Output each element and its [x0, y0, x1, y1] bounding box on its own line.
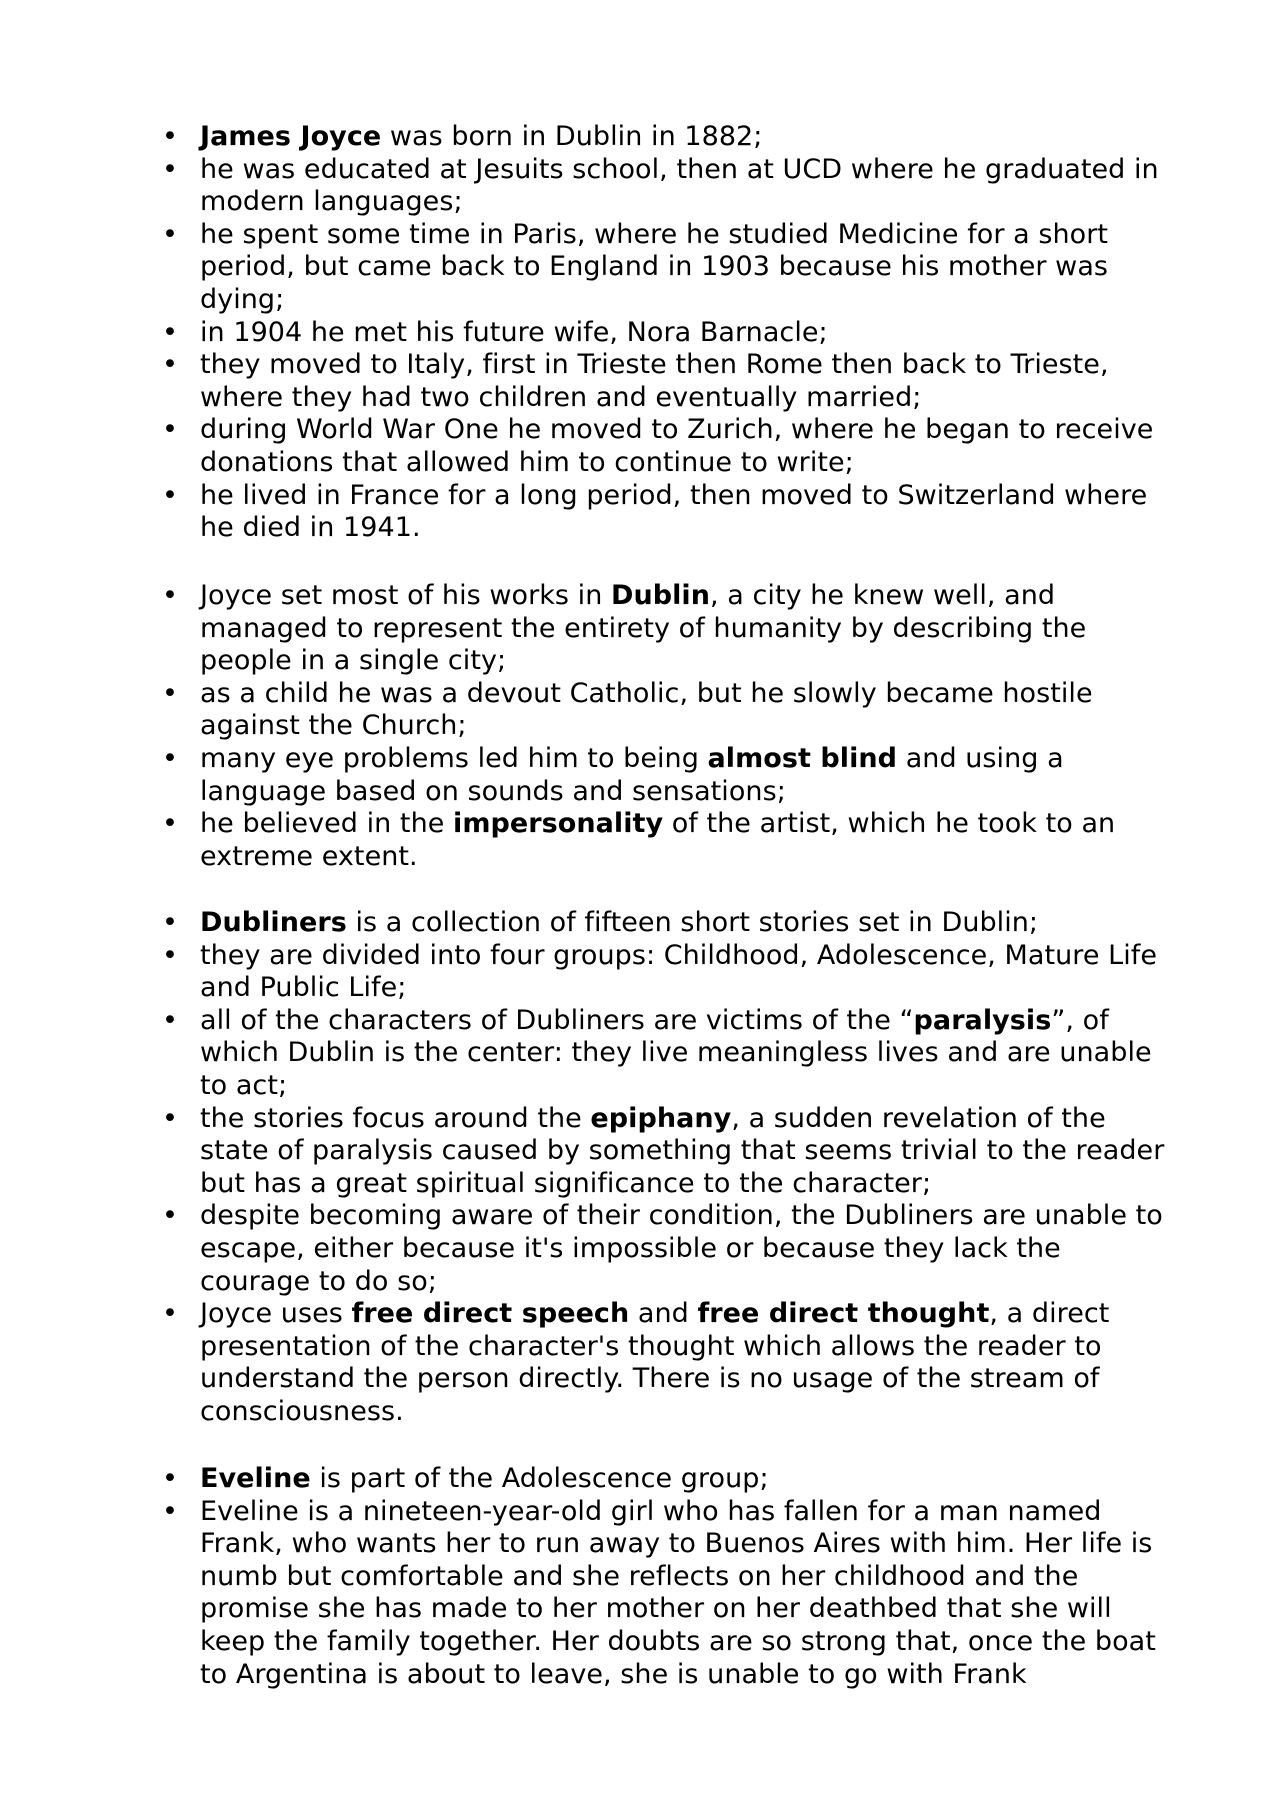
text-run: is a collection of fifteen short stories set in Dublin;: [346, 907, 1039, 938]
list-item-text: [200, 1298, 1109, 1427]
list-item: [162, 808, 1172, 873]
list-item-text: [200, 1200, 1163, 1296]
bullet-marker: •: [162, 907, 178, 938]
text-run: he lived in France for a long period, then moved to Switzerland where he died in 1941.: [200, 479, 1148, 544]
list-item-text: [200, 349, 1109, 413]
list-item: [162, 907, 1172, 940]
list-item-text: [200, 1103, 1164, 1199]
text-run: ”, of which Dublin is the center: they live meaningless lives and are unable to act;: [200, 1004, 1152, 1101]
list-item-text: [200, 580, 1086, 676]
bold-term: impersonality: [453, 808, 664, 840]
bullet-marker: •: [162, 479, 178, 511]
text-run: as a child he was a devout Catholic, but he slowly became hostile against the Church;: [200, 677, 1093, 742]
list-item: [162, 743, 1172, 808]
bullet-marker: •: [162, 349, 178, 381]
list-item-text: [200, 808, 1115, 872]
text-run: during World War One he moved to Zurich, where he began to receive donations that allowed him to continue to write;: [200, 414, 1154, 478]
text-run: and: [629, 1298, 698, 1330]
bullet-marker: •: [162, 153, 178, 185]
bullet-marker: •: [162, 1200, 178, 1232]
text-run: , a sudden revelation of the state of paralysis caused by something that seems trivial to the reader but has a great spiritual significance to the character;: [200, 1102, 1165, 1199]
bullet-marker: •: [162, 580, 178, 611]
text-run: he was educated at Jesuits school, then at UCD where he graduated in modern languages;: [200, 153, 1159, 218]
list-item: [162, 1005, 1172, 1103]
list-item-text: [200, 1463, 769, 1494]
list-item: [162, 154, 1172, 219]
section-joyce-biography: [162, 121, 1172, 545]
text-run: they are divided into four groups: Childhood, Adolescence, Mature Life and Public Life;: [200, 939, 1157, 1004]
text-run: is part of the Adolescence group;: [310, 1463, 769, 1494]
list-item-text: [200, 678, 1093, 742]
text-run: they moved to Italy, first in Trieste then Rome then back to Trieste, where they had two children and eventually married;: [200, 349, 1109, 413]
list-item: [162, 580, 1172, 678]
list-item-text: [200, 121, 762, 152]
text-run: the stories focus around the: [200, 1102, 591, 1134]
bullet-marker: •: [162, 1102, 178, 1134]
list-item: [162, 1103, 1172, 1201]
bold-term: free direct thought: [697, 1298, 990, 1330]
text-run: all of the characters of Dubliners are victims of the “: [200, 1004, 914, 1036]
list-item-text: [200, 1005, 1152, 1101]
list-item: [162, 480, 1172, 545]
list-item: [162, 1496, 1172, 1692]
text-run: Eveline is a nineteen-year-old girl who has fallen for a man named Frank, who wants her to run away to Buenos Aires with him. Her life is numb but comfortable and she reflects on her childhood and the promise she has made to her mother on her deathbed that she will keep the family together. Her doubts are so strong that, once the boat to Argentina is about to leave, she is unable to go with Frank: [200, 1495, 1156, 1690]
bold-term: James Joyce: [200, 121, 382, 152]
bold-term: free direct speech: [351, 1298, 630, 1330]
list-item-text: [200, 154, 1159, 218]
text-run: of the artist, which he took to an extreme extent.: [200, 808, 1116, 872]
bullet-marker: •: [162, 677, 178, 709]
list-item: [162, 678, 1172, 743]
text-run: , a direct presentation of the character's thought which allows the reader to understand the person directly. There is no usage of the stream of consciousness.: [200, 1298, 1110, 1427]
list-item: [162, 1200, 1172, 1298]
bold-term: Dublin: [611, 580, 711, 611]
text-run: in 1904 he met his future wife, Nora Barnacle;: [200, 316, 828, 348]
list-item-text: [200, 1496, 1156, 1690]
list-item: [162, 1463, 1172, 1496]
list-item: [162, 414, 1172, 479]
bullet-marker: •: [162, 121, 178, 152]
bullet-marker: •: [162, 414, 178, 446]
list-item: [162, 317, 1172, 350]
list-item-text: [200, 317, 828, 348]
text-run: was born in Dublin in 1882;: [381, 121, 763, 152]
list-item-text: [200, 743, 1064, 807]
bold-term: Dubliners: [200, 907, 347, 938]
list-item: [162, 349, 1172, 414]
text-run: many eye problems led him to being: [200, 742, 708, 774]
bullet-marker: •: [162, 808, 178, 840]
text-run: he spent some time in Paris, where he studied Medicine for a short period, but came back to England in 1903 because his mother was dying;: [200, 218, 1109, 315]
text-run: despite becoming aware of their condition, the Dubliners are unable to escape, either because it's impossible or because they lack the courage to do so;: [200, 1200, 1163, 1297]
text-run: Joyce set most of his works in: [200, 580, 612, 611]
bold-term: paralysis: [913, 1004, 1052, 1036]
bullet-marker: •: [162, 939, 178, 971]
bullet-marker: •: [162, 742, 178, 774]
text-run: Joyce uses: [200, 1298, 352, 1330]
section-dubliners: [162, 907, 1172, 1429]
bullet-marker: •: [162, 1004, 178, 1036]
bold-term: Eveline: [200, 1463, 311, 1494]
text-run: , a city he knew well, and managed to represent the entirety of humanity by describing the people in a single city;: [200, 580, 1087, 677]
section-joyce-themes: [162, 580, 1172, 873]
text-run: he believed in the: [200, 808, 454, 840]
list-item-text: [200, 907, 1038, 938]
text-run: and using a language based on sounds and sensations;: [200, 742, 1064, 807]
list-item: [162, 121, 1172, 154]
bullet-marker: •: [162, 218, 178, 250]
list-item: [162, 1298, 1172, 1428]
bullet-marker: •: [162, 1463, 178, 1494]
bullet-marker: •: [162, 1495, 178, 1527]
bullet-marker: •: [162, 1298, 178, 1330]
list-item-text: [200, 219, 1108, 315]
bold-term: epiphany: [590, 1102, 732, 1134]
list-item-text: [200, 940, 1157, 1004]
list-item-text: [200, 414, 1153, 478]
bold-term: almost blind: [707, 742, 898, 774]
list-item: [162, 219, 1172, 317]
list-item-text: [200, 480, 1147, 544]
bullet-marker: •: [162, 316, 178, 348]
section-eveline: [162, 1463, 1172, 1691]
list-item: [162, 940, 1172, 1005]
